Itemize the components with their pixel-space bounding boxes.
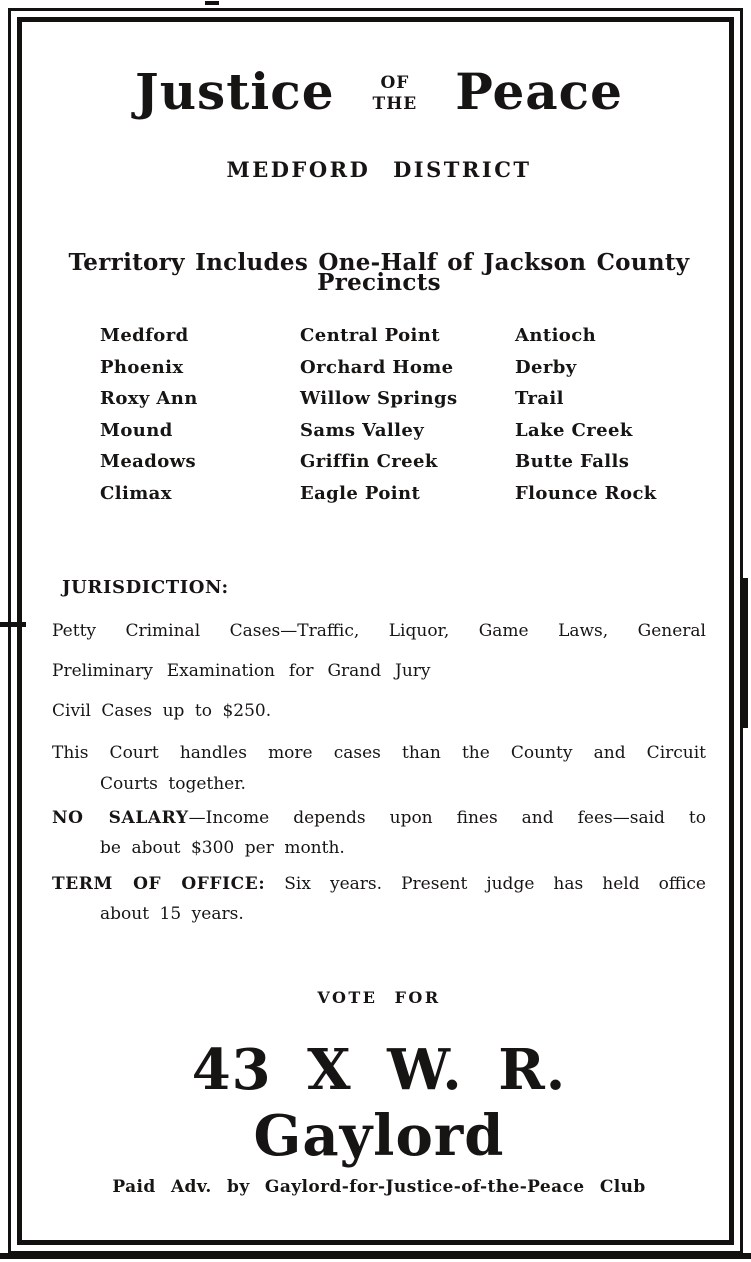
jurisdiction-line-1: Petty Criminal Cases—Traffic, Liquor, Game Laws, General	[52, 621, 706, 641]
scan-artifact-top	[205, 1, 219, 5]
precinct-name: Griffin Creek	[300, 451, 438, 472]
masthead-word-justice: Justice	[135, 62, 335, 121]
jurisdiction-line-3: Civil Cases up to $250.	[52, 701, 272, 721]
paid-adv-footer: Paid Adv. by Gaylord-for-Justice-of-the-Peace Club	[112, 1177, 646, 1197]
precinct-name: Roxy Ann	[100, 388, 198, 409]
precinct-name: Sams Valley	[300, 419, 425, 441]
vote-for-label: VOTE FOR	[317, 988, 441, 1007]
scan-artifact-left	[0, 622, 26, 627]
masthead-word-peace: Peace	[455, 62, 623, 121]
no-salary-line-1	[52, 808, 706, 829]
precinct-name: Eagle Point	[300, 482, 421, 504]
precinct-name: Butte Falls	[515, 451, 630, 472]
territory-heading: Territory Includes One-Half of Jackson County Precincts	[68, 249, 690, 296]
precinct-table	[100, 320, 706, 509]
term-line-2: about 15 years.	[100, 904, 244, 924]
precinct-name: Antioch	[515, 325, 597, 346]
court-note-line-1: This Court handles more cases than the County and Circuit	[52, 743, 706, 763]
scan-artifact-right	[742, 578, 748, 728]
precinct-name: Willow Springs	[300, 388, 458, 409]
no-salary-lead: NO SALARY	[52, 808, 189, 828]
precinct-name: Orchard Home	[300, 356, 454, 378]
masthead-of-the	[373, 73, 418, 115]
term-rest: Six years. Present judge has held office	[265, 874, 706, 894]
no-salary-rest: —Income depends upon fines and fees—said to	[188, 808, 706, 828]
court-note-line-2: Courts together.	[100, 774, 246, 794]
precinct-name: Lake Creek	[515, 419, 633, 441]
ad-content	[52, 21, 706, 1241]
masthead-of: OF	[380, 73, 410, 93]
term-line-1	[52, 874, 706, 895]
precinct-name: Flounce Rock	[515, 482, 657, 504]
masthead-the: THE	[372, 94, 418, 114]
jurisdiction-heading: JURISDICTION:	[62, 577, 229, 598]
district-subtitle: MEDFORD DISTRICT	[226, 157, 532, 182]
masthead	[52, 63, 706, 121]
precinct-name: Derby	[515, 356, 577, 378]
precinct-name: Medford	[100, 325, 189, 346]
candidate-name: 43 X W. R. Gaylord	[191, 1037, 567, 1169]
no-salary-line-2: be about $300 per month.	[100, 838, 345, 858]
precinct-name: Mound	[100, 419, 173, 441]
precinct-name: Climax	[100, 482, 172, 504]
precinct-name: Meadows	[100, 451, 197, 472]
term-lead: TERM OF OFFICE:	[52, 874, 266, 894]
jurisdiction-line-2: Preliminary Examination for Grand Jury	[52, 661, 431, 681]
scan-artifact-bottom	[0, 1253, 751, 1259]
precinct-name: Trail	[515, 388, 564, 409]
precinct-name: Phoenix	[100, 356, 184, 378]
precinct-name: Central Point	[300, 325, 440, 346]
